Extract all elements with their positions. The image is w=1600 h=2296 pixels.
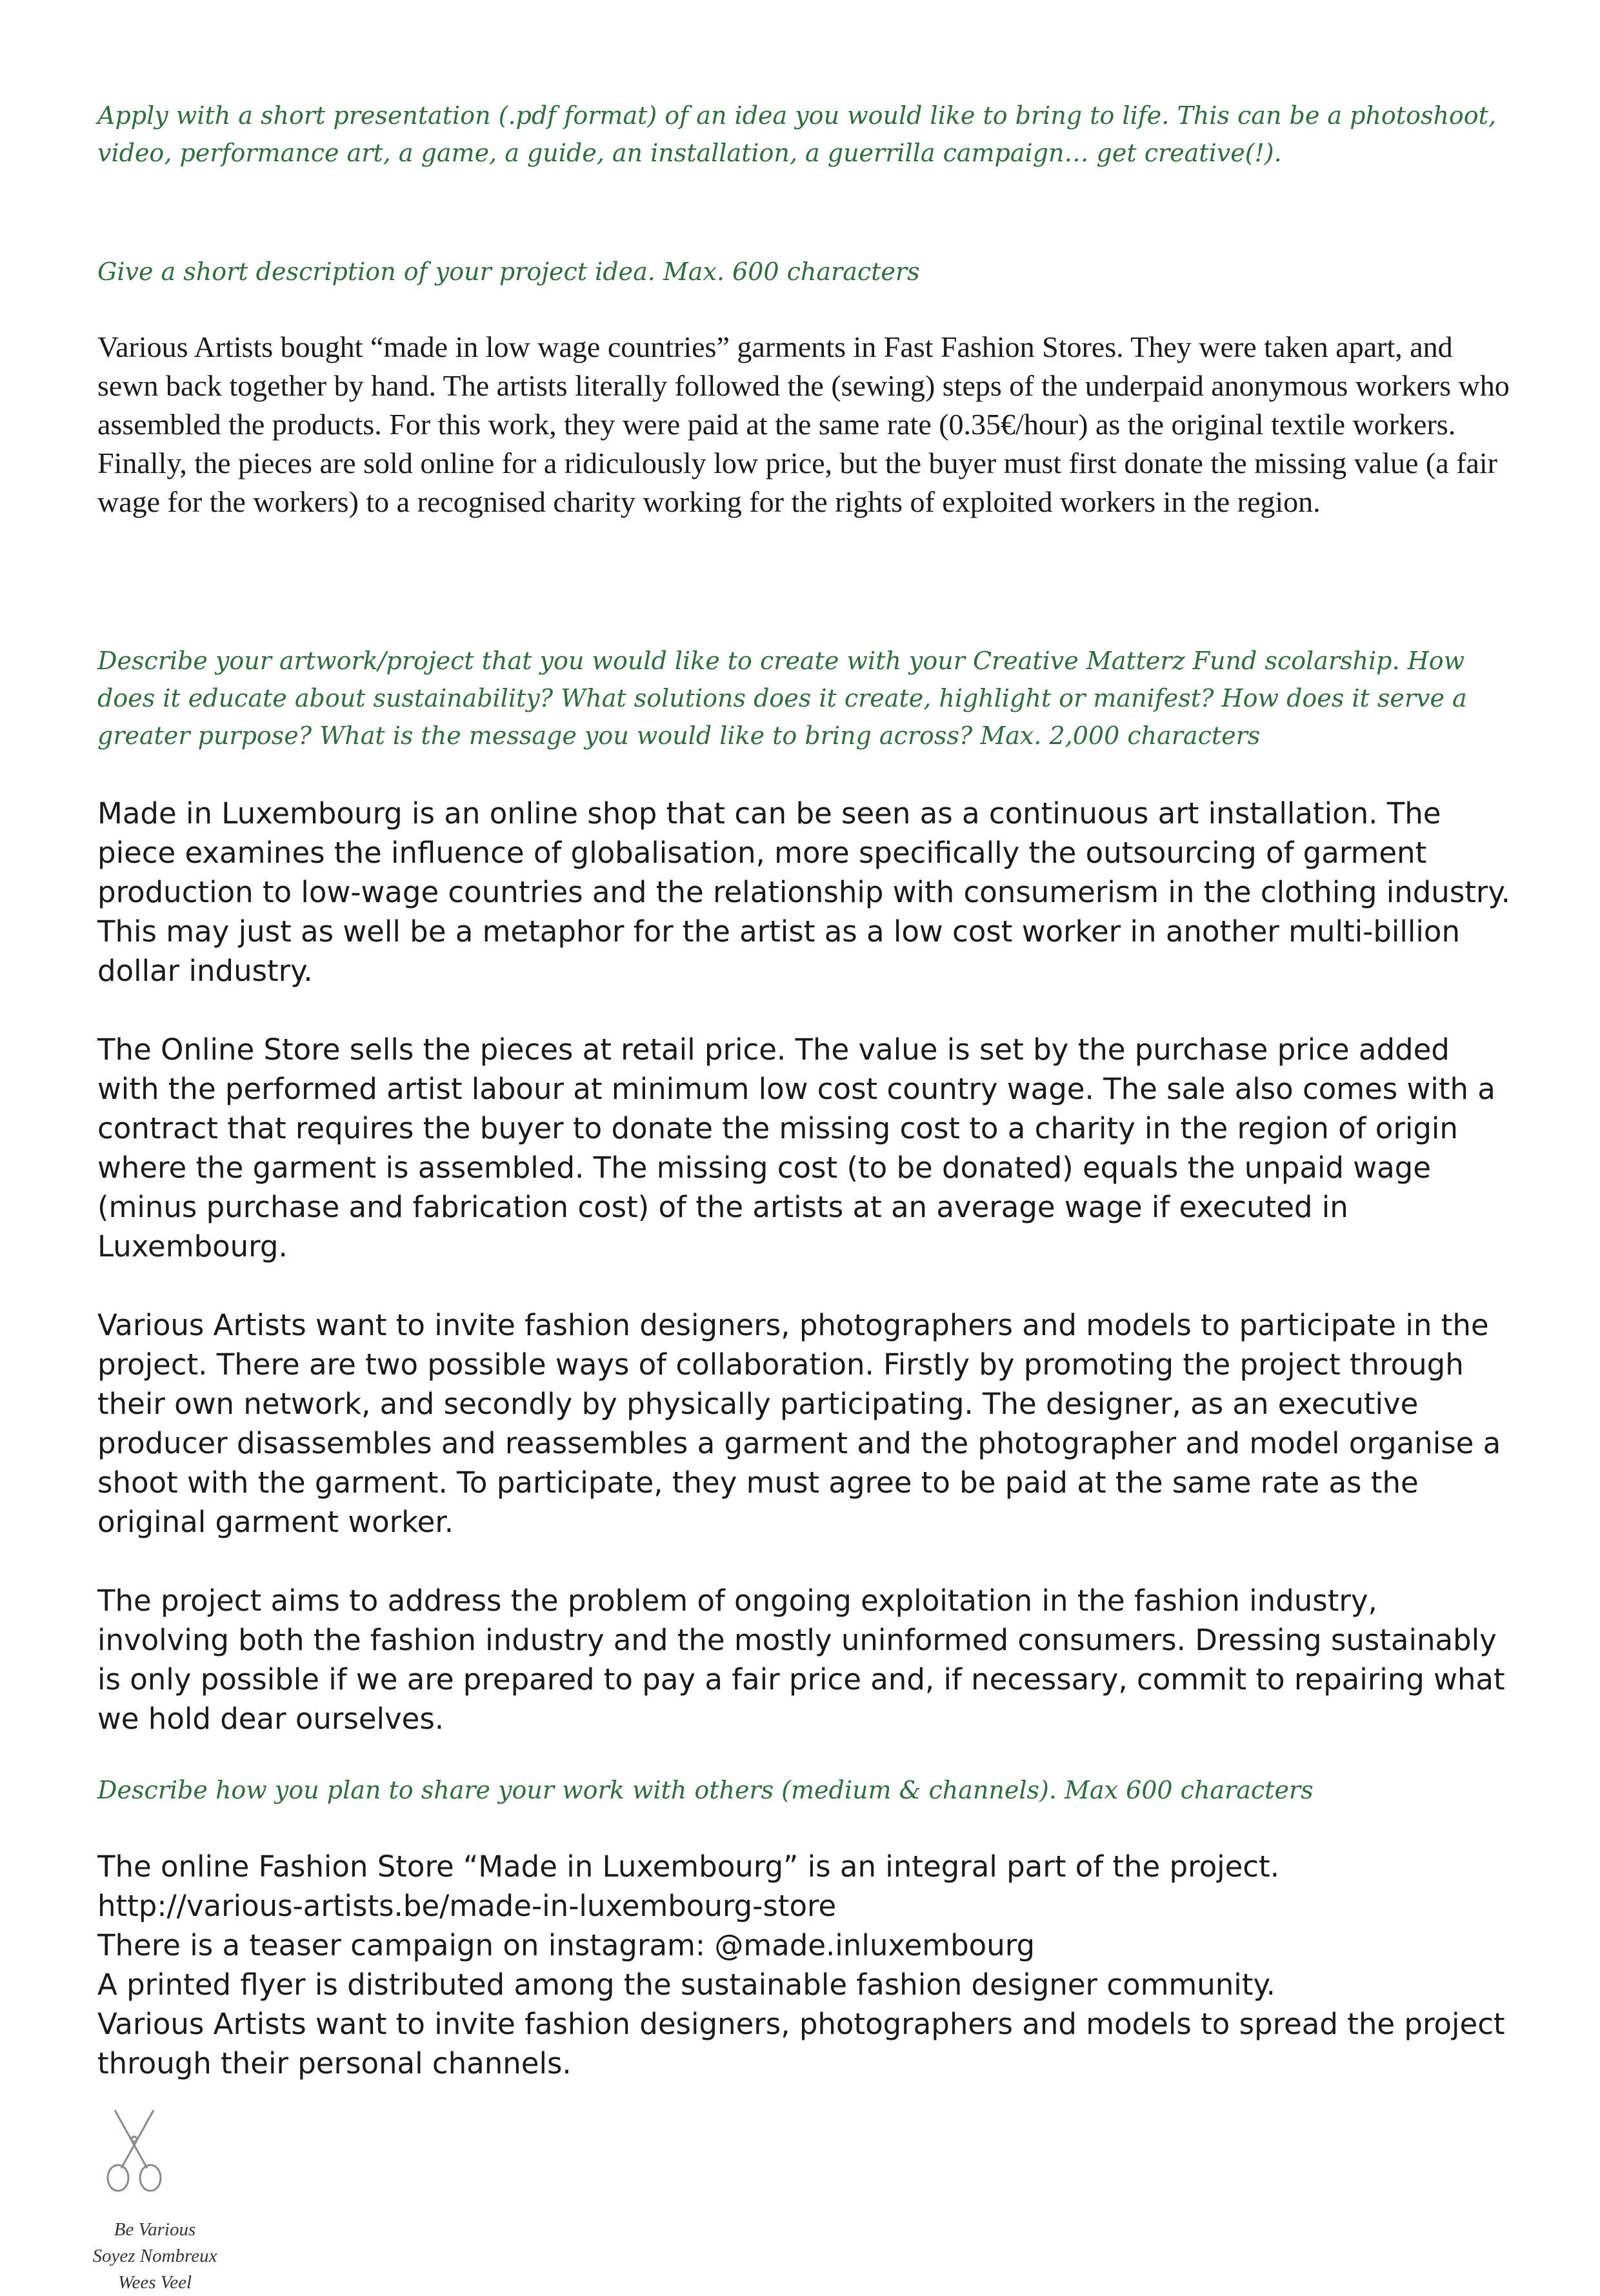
section2-paragraph: Various Artists want to invite fashion designers, photographers and models to participate in the project. There are two possible ways of collaboration. Firstly by promoting the project through their own network, and secondly by physically participating. The designer, as an executive producer disassembles and reassembles a garment and the photographer and model organise a shoot with the garment. To participate, they must agree to be paid at the same rate as the original garment worker. <box>97 1308 1501 1539</box>
various-artists-scissors-logo-icon <box>95 2104 173 2200</box>
section2-answer <box>97 794 1510 1778</box>
section2-paragraph: Made in Luxembourg is an online shop that can be seen as a continuous art installation. The piece examines the influence of globalisation, more specifically the outsourcing of garment production to low-wage countries and the relationship with consumerism in the clothing industry. This may just as well be a metaphor for the artist as a low cost worker in another multi-billion dollar industry. <box>97 796 1510 988</box>
section3-line: The online Fashion Store “Made in Luxembourg” is an integral part of the project. <box>97 1849 1279 1884</box>
section1-prompt: Give a short description of your project idea. Max. 600 characters <box>97 257 920 286</box>
section2-paragraph: The project aims to address the problem of ongoing exploitation in the fashion industry, involving both the fashion industry and the mostly uninformed consumers. Dressing sustainably is only possible if we are prepared to pay a fair price and, if necessary, commit to repairing what we hold dear ourselves. <box>97 1584 1505 1736</box>
section3-line: A printed flyer is distributed among the sustainable fashion designer community. <box>97 1968 1275 2002</box>
section1-answer: Various Artists bought “made in low wage countries” garments in Fast Fashion Stores. They were taken apart, and sewn back together by hand. The artists literally followed the (sewing) steps of the underpaid anonymous workers who assembled the products. For this work, they were paid at the same rate (0.35€/hour) as the original textile workers. Finally, the pieces are sold online for a ridiculously low price, but the buyer must first donate the missing value (a fair wage for the workers) to a recognised charity working for the rights of exploited workers in the region. <box>97 330 1510 518</box>
section2-paragraph: The Online Store sells the pieces at retail price. The value is set by the purchase price added with the performed artist labour at minimum low cost country wage. The sale also comes with a contract that requires the buyer to donate the missing cost to a charity in the region of origin where the garment is assembled. The missing cost (to be donated) equals the unpaid wage (minus purchase and fabrication cost) of the artists at an average wage if executed in Luxembourg. <box>97 1032 1495 1264</box>
intro-instructions: Apply with a short presentation (.pdf format) of an idea you would like to bring to life. This can be a photoshoot, video, performance art, a game, a guide, an installation, a guerrilla campaign… get creative(!). <box>97 101 1497 167</box>
section3-line: There is a teaser campaign on instagram: @made.inluxembourg <box>97 1928 1035 1962</box>
section3-line: through their personal channels. <box>97 2046 572 2080</box>
section3-line: Various Artists want to invite fashion designers, photographers and models to spread the project <box>97 2007 1505 2041</box>
motto-line: Wees Veel <box>117 2272 192 2293</box>
motto-line: Be Various <box>114 2219 196 2240</box>
section3-line-url: http://various-artists.be/made-in-luxembourg-store <box>97 1889 837 1923</box>
section3-prompt: Describe how you plan to share your work with others (medium & channels). Max 600 characters <box>97 1776 1314 1804</box>
section3-answer <box>97 1847 1510 2083</box>
footer-motto <box>71 2217 239 2296</box>
motto-line: Soyez Nombreux <box>92 2246 217 2266</box>
section2-prompt: Describe your artwork/project that you would like to create with your Creative Matterz Fund scolarship. How does it educate about sustainability? What solutions does it create, highlight or manifest? How does it serve a greater purpose? What is the message you would like to bring across? Max. 2,000 characters <box>97 647 1467 750</box>
